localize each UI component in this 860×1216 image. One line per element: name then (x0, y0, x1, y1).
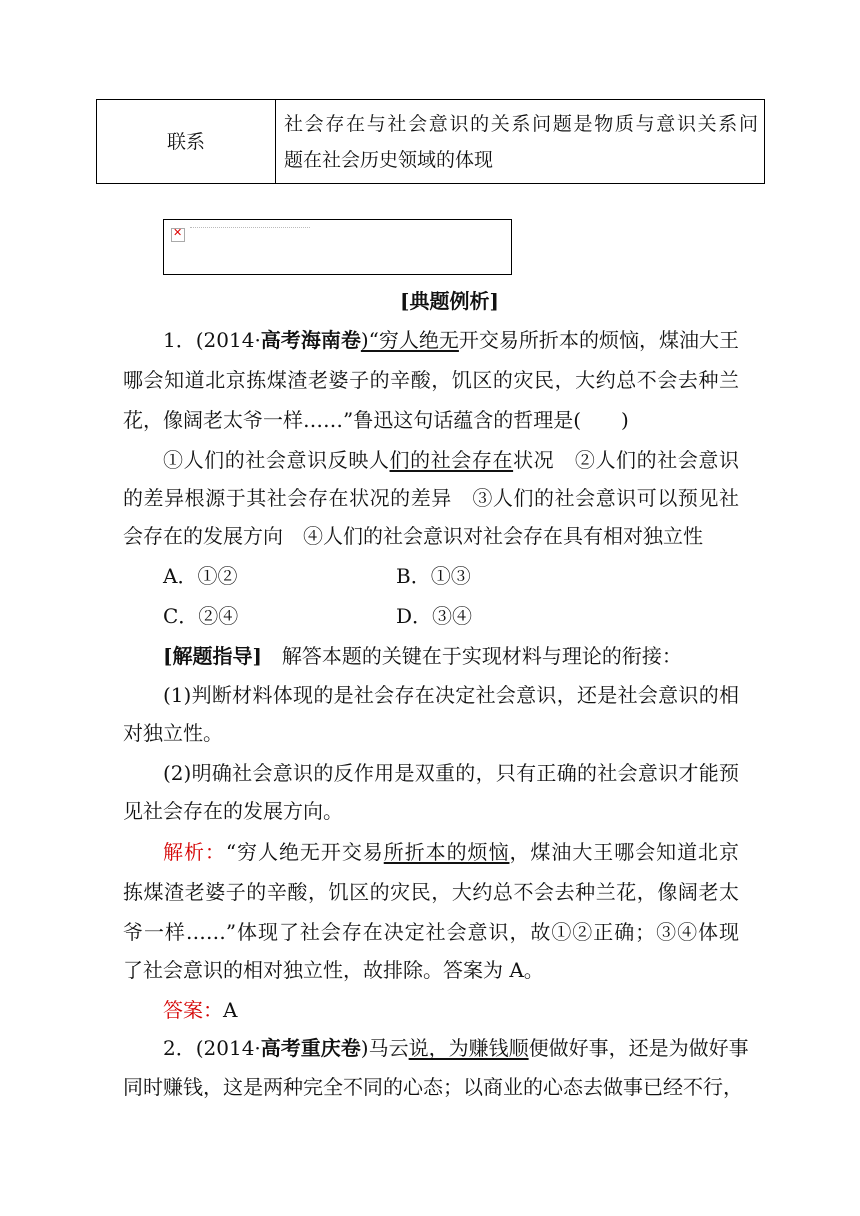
q1-stmt-line1 (163, 446, 739, 474)
table-content-cell (276, 100, 765, 184)
q1-stmt-line3: 会存在的发展方向 ④人们的社会意识对社会存在具有相对独立性 (123, 524, 703, 548)
q2-underlined: 说，为赚钱顺 (408, 1036, 529, 1060)
section-title: [典题例析] (400, 289, 499, 313)
analysis-line3: 爷一样……”体现了社会存在决定社会意识，故①②正确；③④体现 (123, 920, 739, 944)
option-a: A．①② (163, 564, 238, 588)
q1-stmt-part-b: 状况 ②人们的社会意识 (513, 448, 740, 472)
broken-image-icon: ✕ (171, 228, 185, 242)
guide-point2-line2: 见社会存在的发展方向。 (123, 799, 343, 823)
q1-stmt-underlined: 们的社会存在 (389, 448, 514, 472)
q1-underlined: )“穷人绝无 (360, 328, 459, 352)
option-d: D．③④ (396, 604, 473, 628)
guide-label: [解题指导] (163, 644, 262, 668)
q1-stmt-part-a: ①人们的社会意识反映人 (163, 448, 390, 472)
guide-text: 解答本题的关键在于实现材料与理论的衔接： (261, 644, 682, 668)
guide-point1-line2: 对独立性。 (123, 721, 223, 745)
analysis-part-a: “穷人绝无开交易 (225, 840, 384, 864)
analysis-part-b: ，煤油大王哪会知道北京 (509, 840, 740, 864)
guide-point1-line1: (1)判断材料体现的是社会存在决定社会意识，还是社会意识的相 (163, 683, 739, 707)
guide-point2-line1: (2)明确社会意识的反作用是双重的，只有正确的社会意识才能预 (163, 761, 739, 785)
q1-line3: 花，像阔老太爷一样……”鲁迅这句话蕴含的哲理是( ) (123, 408, 629, 432)
table-content-line1: 社会存在与社会意识的关系问题是物质与意识关系问 (284, 112, 758, 135)
q1-line1-rest: 开交易所折本的烦恼，煤油大王 (458, 328, 739, 352)
table-content-line2: 题在社会历史领域的体现 (284, 148, 494, 171)
option-c: C．②④ (163, 604, 239, 628)
q1-number: 1．(2014· (163, 328, 261, 352)
q2-line2: 同时赚钱，这是两种完全不同的心态；以商业的心态去做事已经不行， (123, 1075, 743, 1099)
q1-source: 高考海南卷 (260, 328, 361, 352)
q2-part-b: 便做好事，还是为做好事 (528, 1036, 749, 1060)
answer-label: 答案： (163, 998, 223, 1022)
guide-line (163, 642, 682, 670)
q2-source: 高考重庆卷 (260, 1036, 361, 1060)
analysis-line2: 拣煤渣老婆子的辛酸，饥区的灾民，大约总不会去种兰花，像阔老太 (123, 880, 739, 904)
q2-line1 (163, 1034, 749, 1062)
analysis-line4: 了社会意识的相对独立性，故排除。答案为 A。 (123, 958, 544, 982)
q1-stmt-line2: 的差异根源于其社会存在状况的差异 ③人们的社会意识可以预见社 (123, 486, 739, 510)
q2-part-a: )马云 (360, 1036, 409, 1060)
image-placeholder-line (190, 227, 310, 230)
analysis-underlined: 所折本的烦恼 (383, 840, 510, 864)
analysis-line1 (163, 838, 739, 866)
relation-table (96, 99, 765, 184)
q1-line2: 哪会知道北京拣煤渣老婆子的辛酸，饥区的灾民，大约总不会去种兰 (123, 368, 739, 392)
answer-value: A (223, 998, 238, 1022)
analysis-label: 解析： (163, 840, 226, 864)
option-b: B．①③ (396, 564, 471, 588)
q1-line1 (163, 326, 739, 354)
answer-line (163, 996, 237, 1024)
q2-number: 2．(2014· (163, 1036, 261, 1060)
table-label-cell: 联系 (97, 100, 276, 184)
